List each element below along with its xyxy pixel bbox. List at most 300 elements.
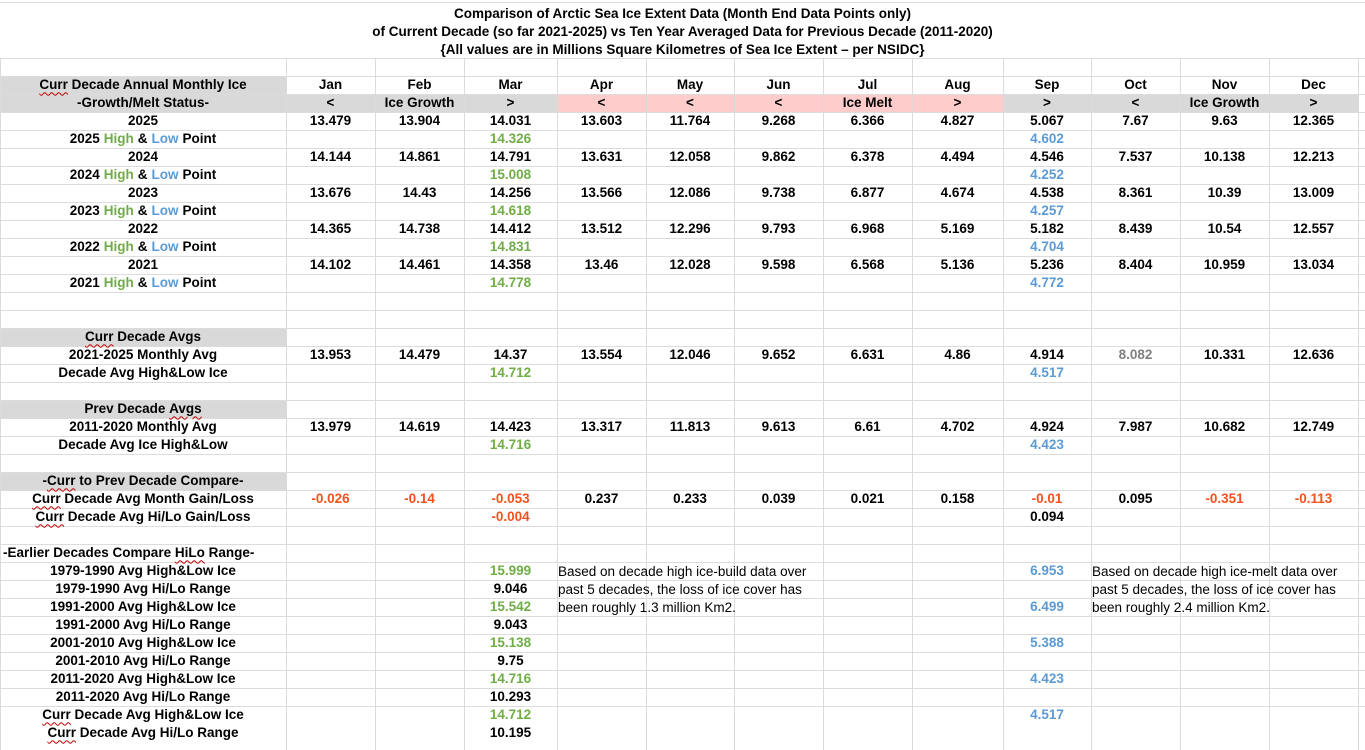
- value-2022-feb[interactable]: [375, 220, 464, 238]
- value-2022-nov-text: 10.54: [1207, 221, 1242, 237]
- value-2023-feb-text: 14.43: [402, 185, 437, 201]
- value-2023-nov[interactable]: [1180, 184, 1269, 202]
- month-header-oct[interactable]: [1091, 76, 1180, 94]
- value-2021-aug[interactable]: [912, 256, 1003, 274]
- value-2023-jan[interactable]: [286, 184, 375, 202]
- compare-month-label-text: Curr: [32, 491, 61, 507]
- prev-avg-aug-text: 4.702: [940, 419, 975, 435]
- high-point-2021[interactable]: [464, 274, 557, 292]
- earlier-high-text: 14.716: [489, 671, 532, 687]
- value-2022-oct[interactable]: [1091, 220, 1180, 238]
- value-2022-dec-text: 12.557: [1292, 221, 1335, 237]
- earlier-low[interactable]: [1003, 598, 1091, 616]
- value-2021-jul[interactable]: [823, 256, 912, 274]
- curr-decade-low[interactable]: [1003, 364, 1091, 382]
- value-2022-jun[interactable]: [734, 220, 823, 238]
- compare-jun[interactable]: [734, 490, 823, 508]
- value-2022-aug-text: 5.169: [940, 221, 975, 237]
- hilo-label-2022-text: Low: [151, 239, 179, 255]
- month-header-jan[interactable]: [286, 76, 375, 94]
- status-mar[interactable]: [464, 94, 557, 112]
- hilo-label-2025-text: 2025: [69, 131, 100, 147]
- value-2025-oct-text: 7.67: [1122, 113, 1149, 129]
- prev-decade-high-text: 14.716: [489, 437, 532, 453]
- month-header-may[interactable]: [646, 76, 734, 94]
- compare-apr[interactable]: [557, 490, 646, 508]
- value-2024-sep[interactable]: [1003, 148, 1091, 166]
- status-feb[interactable]: [375, 94, 464, 112]
- month-header-jul[interactable]: [823, 76, 912, 94]
- value-2024-may-text: 12.058: [669, 149, 711, 165]
- earlier-range[interactable]: [464, 580, 557, 598]
- value-2023-dec-text: 13.009: [1292, 185, 1335, 201]
- hilo-label-2021-text: Point: [182, 275, 217, 291]
- compare-hilo-label-text: Curr: [35, 509, 64, 525]
- value-2024-dec[interactable]: [1269, 148, 1358, 166]
- curr-avg-apr[interactable]: [557, 346, 646, 364]
- prev-decade-header-text: Prev Decade: [84, 401, 170, 417]
- compare-nov-text: -0.351: [1205, 491, 1244, 507]
- hilo-label-2024-text: High: [103, 167, 134, 183]
- prev-avg-apr[interactable]: [557, 418, 646, 436]
- value-2024-mar[interactable]: [464, 148, 557, 166]
- curr-decade-header-text: Decade Avgs: [113, 329, 202, 345]
- curr-avg-may-text: 12.046: [669, 347, 711, 363]
- prev-avg-aug[interactable]: [912, 418, 1003, 436]
- prev-avg-jun-text: 9.613: [761, 419, 796, 435]
- low-point-2021[interactable]: [1003, 274, 1091, 292]
- value-2024-may[interactable]: [646, 148, 734, 166]
- compare-sep-text: -0.01: [1031, 491, 1063, 507]
- compare-dec-text: -0.113: [1294, 491, 1333, 507]
- value-2023-jun-text: 9.738: [761, 185, 796, 201]
- value-2023-apr[interactable]: [557, 184, 646, 202]
- prev-avg-jul[interactable]: [823, 418, 912, 436]
- hilo-label-2021-text: Low: [151, 275, 179, 291]
- value-2021-nov[interactable]: [1180, 256, 1269, 274]
- status-jul[interactable]: [823, 94, 912, 112]
- curr-decade-high-text: 14.712: [489, 365, 532, 381]
- hilo-label-2024-text: &: [137, 167, 148, 183]
- compare-jan[interactable]: [286, 490, 375, 508]
- low-point-2025[interactable]: [1003, 130, 1091, 148]
- value-2024-nov[interactable]: [1180, 148, 1269, 166]
- compare-header[interactable]: [0, 472, 286, 490]
- status-jun-text: <: [774, 95, 783, 111]
- month-header-mar[interactable]: [464, 76, 557, 94]
- value-2022-mar-text: 14.412: [489, 221, 532, 237]
- curr-avg-aug-text: 4.86: [944, 347, 971, 363]
- earlier-row-label-text: Curr: [42, 707, 71, 723]
- value-2022-jul[interactable]: [823, 220, 912, 238]
- value-2021-feb-text: 14.461: [398, 257, 441, 273]
- hilo-label-2022[interactable]: [0, 238, 286, 256]
- earlier-range[interactable]: [464, 724, 557, 742]
- curr-decade-avg-label-text: 2021-2025 Monthly Avg: [68, 347, 218, 363]
- curr-decade-hilo-label-text: Decade Avg High&Low Ice: [58, 365, 228, 381]
- compare-header-text: Curr: [46, 473, 76, 489]
- prev-avg-jun[interactable]: [734, 418, 823, 436]
- compare-sep[interactable]: [1003, 490, 1091, 508]
- curr-decade-low-text: 4.517: [1030, 365, 1064, 381]
- value-2025-nov-text: 9.63: [1211, 113, 1238, 129]
- compare-mar-text: -0.053: [491, 491, 530, 507]
- hilo-label-2023[interactable]: [0, 202, 286, 220]
- earlier-high[interactable]: [464, 670, 557, 688]
- status-may-text: <: [686, 95, 694, 111]
- earlier-decades-header[interactable]: [0, 544, 286, 562]
- prev-avg-jan[interactable]: [286, 418, 375, 436]
- earlier-high[interactable]: [464, 598, 557, 616]
- high-point-2025-text: 14.326: [489, 131, 532, 147]
- high-point-2023[interactable]: [464, 202, 557, 220]
- prev-avg-dec[interactable]: [1269, 418, 1358, 436]
- value-2021-mar[interactable]: [464, 256, 557, 274]
- value-2021-oct[interactable]: [1091, 256, 1180, 274]
- earlier-row-label[interactable]: [0, 670, 286, 688]
- prev-avg-feb[interactable]: [375, 418, 464, 436]
- month-header-aug[interactable]: [912, 76, 1003, 94]
- prev-avg-may-text: 11.813: [669, 419, 711, 435]
- value-2022-jun-text: 9.793: [761, 221, 796, 237]
- value-2024-oct[interactable]: [1091, 148, 1180, 166]
- prev-avg-sep[interactable]: [1003, 418, 1091, 436]
- compare-aug[interactable]: [912, 490, 1003, 508]
- earlier-row-label-text: Decade Avg High&Low Ice: [70, 707, 244, 723]
- value-2023-may-text: 12.086: [669, 185, 711, 201]
- curr-decade-high[interactable]: [464, 364, 557, 382]
- value-2021-apr[interactable]: [557, 256, 646, 274]
- value-2022-jan-text: 14.365: [309, 221, 352, 237]
- value-2023-sep[interactable]: [1003, 184, 1091, 202]
- value-2025-jul[interactable]: [823, 112, 912, 130]
- compare-mar[interactable]: [464, 490, 557, 508]
- value-2025-jun-text: 9.268: [761, 113, 796, 129]
- value-2021-oct-text: 8.404: [1118, 257, 1153, 273]
- earlier-low-text: 6.953: [1030, 563, 1064, 579]
- month-header-dec[interactable]: [1269, 76, 1358, 94]
- compare-hilo-sep[interactable]: [1003, 508, 1091, 526]
- status-feb-text: Ice Growth: [384, 95, 455, 111]
- value-2021-nov-text: 10.959: [1203, 257, 1246, 273]
- value-2024-aug-text: 4.494: [940, 149, 975, 165]
- value-2022-dec[interactable]: [1269, 220, 1358, 238]
- prev-avg-may[interactable]: [646, 418, 734, 436]
- value-2021-sep[interactable]: [1003, 256, 1091, 274]
- month-header-jun[interactable]: [734, 76, 823, 94]
- value-2023-may[interactable]: [646, 184, 734, 202]
- prev-decade-avg-label[interactable]: [0, 418, 286, 436]
- value-2024-mar-text: 14.791: [489, 149, 532, 165]
- earlier-low[interactable]: [1003, 562, 1091, 580]
- value-2022-feb-text: 14.738: [398, 221, 441, 237]
- value-2022-apr-text: 13.512: [580, 221, 623, 237]
- prev-decade-low[interactable]: [1003, 436, 1091, 454]
- curr-avg-mar-text: 14.37: [493, 347, 528, 363]
- low-point-2025-text: 4.602: [1030, 131, 1064, 147]
- note-ice-build: past 5 decades, the loss of ice cover has: [558, 582, 802, 597]
- curr-avg-jul[interactable]: [823, 346, 912, 364]
- curr-avg-aug[interactable]: [912, 346, 1003, 364]
- status-jan-text: <: [326, 95, 335, 111]
- month-header-nov-text: Nov: [1211, 77, 1238, 93]
- value-2023-apr-text: 13.566: [580, 185, 623, 201]
- value-2024-jul[interactable]: [823, 148, 912, 166]
- earlier-high-text: 14.712: [489, 707, 532, 723]
- prev-decade-low-text: 4.423: [1030, 437, 1064, 453]
- prev-decade-avg-label-text: 2011-2020 Monthly Avg: [69, 419, 217, 435]
- value-2024-jun[interactable]: [734, 148, 823, 166]
- prev-avg-dec-text: 12.749: [1292, 419, 1335, 435]
- hilo-label-2025-text: Point: [182, 131, 217, 147]
- prev-avg-nov[interactable]: [1180, 418, 1269, 436]
- curr-decade-header[interactable]: [0, 328, 286, 346]
- curr-avg-may[interactable]: [646, 346, 734, 364]
- earlier-high-text: 15.138: [489, 635, 532, 651]
- curr-avg-nov[interactable]: [1180, 346, 1269, 364]
- curr-avg-oct[interactable]: [1091, 346, 1180, 364]
- earlier-low[interactable]: [1003, 670, 1091, 688]
- value-2023-jul[interactable]: [823, 184, 912, 202]
- hilo-label-2024-text: 2024: [69, 167, 100, 183]
- compare-hilo-mar[interactable]: [464, 508, 557, 526]
- status-jul-text: Ice Melt: [842, 95, 893, 111]
- year-label-2024-text: 2024: [127, 149, 159, 165]
- hilo-label-2025-text: Low: [151, 131, 179, 147]
- month-header-feb[interactable]: [375, 76, 464, 94]
- status-header-title-text: Curr: [39, 77, 68, 93]
- status-sep[interactable]: [1003, 94, 1091, 112]
- value-2024-apr-text: 13.631: [580, 149, 623, 165]
- value-2022-aug[interactable]: [912, 220, 1003, 238]
- year-label-2025[interactable]: [0, 112, 286, 130]
- value-2024-jan[interactable]: [286, 148, 375, 166]
- year-label-2021-text: 2021: [127, 257, 159, 273]
- value-2021-jun-text: 9.598: [761, 257, 796, 273]
- curr-decade-header-text: Curr: [84, 329, 114, 345]
- value-2024-aug[interactable]: [912, 148, 1003, 166]
- value-2021-dec-text: 13.034: [1292, 257, 1335, 273]
- month-header-mar-text: Mar: [498, 77, 523, 93]
- value-2024-feb[interactable]: [375, 148, 464, 166]
- value-2022-apr[interactable]: [557, 220, 646, 238]
- compare-feb[interactable]: [375, 490, 464, 508]
- compare-hilo-label[interactable]: [0, 508, 286, 526]
- status-jan[interactable]: [286, 94, 375, 112]
- value-2021-apr-text: 13.46: [584, 257, 619, 273]
- low-point-2023[interactable]: [1003, 202, 1091, 220]
- prev-avg-mar[interactable]: [464, 418, 557, 436]
- low-point-2022[interactable]: [1003, 238, 1091, 256]
- month-header-nov[interactable]: [1180, 76, 1269, 94]
- year-label-2024[interactable]: [0, 148, 286, 166]
- low-point-2024[interactable]: [1003, 166, 1091, 184]
- curr-avg-mar[interactable]: [464, 346, 557, 364]
- high-point-2024-text: 15.008: [489, 167, 532, 183]
- earlier-range-text: 9.75: [497, 653, 524, 669]
- curr-avg-jun[interactable]: [734, 346, 823, 364]
- earlier-range[interactable]: [464, 652, 557, 670]
- month-header-apr[interactable]: [557, 76, 646, 94]
- value-2021-dec[interactable]: [1269, 256, 1358, 274]
- value-2023-feb[interactable]: [375, 184, 464, 202]
- earlier-decades-header-text: HiLo: [174, 545, 205, 561]
- compare-oct[interactable]: [1091, 490, 1180, 508]
- value-2022-may[interactable]: [646, 220, 734, 238]
- prev-avg-nov-text: 10.682: [1203, 419, 1246, 435]
- earlier-row-label[interactable]: [0, 598, 286, 616]
- prev-avg-oct[interactable]: [1091, 418, 1180, 436]
- month-header-feb-text: Feb: [407, 77, 432, 93]
- value-2023-oct[interactable]: [1091, 184, 1180, 202]
- title-line-1: Comparison of Arctic Sea Ice Extent Data (Month End Data Points only): [453, 6, 912, 21]
- curr-avg-dec[interactable]: [1269, 346, 1358, 364]
- high-point-2024[interactable]: [464, 166, 557, 184]
- prev-avg-jul-text: 6.61: [854, 419, 881, 435]
- earlier-row-label[interactable]: [0, 724, 286, 742]
- status-header-subtitle[interactable]: [0, 94, 286, 112]
- high-point-2025[interactable]: [464, 130, 557, 148]
- value-2024-sep-text: 4.546: [1030, 149, 1064, 165]
- earlier-row-label[interactable]: [0, 580, 286, 598]
- compare-nov[interactable]: [1180, 490, 1269, 508]
- earlier-low[interactable]: [1003, 706, 1091, 724]
- value-2021-mar-text: 14.358: [489, 257, 532, 273]
- value-2021-jul-text: 6.568: [850, 257, 885, 273]
- status-nov[interactable]: [1180, 94, 1269, 112]
- month-header-oct-text: Oct: [1124, 77, 1147, 93]
- status-dec[interactable]: [1269, 94, 1358, 112]
- high-point-2022[interactable]: [464, 238, 557, 256]
- earlier-row-label[interactable]: [0, 706, 286, 724]
- value-2025-aug[interactable]: [912, 112, 1003, 130]
- value-2025-nov[interactable]: [1180, 112, 1269, 130]
- value-2025-apr[interactable]: [557, 112, 646, 130]
- value-2025-sep[interactable]: [1003, 112, 1091, 130]
- value-2021-may[interactable]: [646, 256, 734, 274]
- hilo-label-2022-text: Point: [182, 239, 217, 255]
- value-2022-nov[interactable]: [1180, 220, 1269, 238]
- status-header-title[interactable]: [0, 76, 286, 94]
- earlier-row-label[interactable]: [0, 562, 286, 580]
- curr-avg-sep-text: 4.914: [1030, 347, 1064, 363]
- curr-avg-sep[interactable]: [1003, 346, 1091, 364]
- value-2025-jan[interactable]: [286, 112, 375, 130]
- prev-decade-hilo-label[interactable]: [0, 436, 286, 454]
- compare-dec[interactable]: [1269, 490, 1358, 508]
- status-may[interactable]: [646, 94, 734, 112]
- month-header-dec-text: Dec: [1301, 77, 1326, 93]
- value-2024-jun-text: 9.862: [761, 149, 796, 165]
- status-oct[interactable]: [1091, 94, 1180, 112]
- status-sep-text: >: [1043, 95, 1051, 111]
- value-2021-jan[interactable]: [286, 256, 375, 274]
- earlier-range[interactable]: [464, 616, 557, 634]
- earlier-high[interactable]: [464, 634, 557, 652]
- value-2021-feb[interactable]: [375, 256, 464, 274]
- value-2025-may[interactable]: [646, 112, 734, 130]
- status-aug[interactable]: [912, 94, 1003, 112]
- curr-avg-feb[interactable]: [375, 346, 464, 364]
- value-2023-mar[interactable]: [464, 184, 557, 202]
- value-2023-jan-text: 13.676: [309, 185, 352, 201]
- year-label-2022[interactable]: [0, 220, 286, 238]
- compare-apr-text: 0.237: [584, 491, 619, 507]
- earlier-row-label[interactable]: [0, 688, 286, 706]
- value-2023-aug-text: 4.674: [940, 185, 975, 201]
- value-2025-mar[interactable]: [464, 112, 557, 130]
- earlier-low-text: 4.423: [1030, 671, 1064, 687]
- prev-decade-high[interactable]: [464, 436, 557, 454]
- curr-decade-hilo-label[interactable]: [0, 364, 286, 382]
- status-apr[interactable]: [557, 94, 646, 112]
- hilo-label-2025[interactable]: [0, 130, 286, 148]
- hilo-label-2023-text: &: [137, 203, 148, 219]
- value-2022-jul-text: 6.968: [850, 221, 885, 237]
- curr-avg-jan[interactable]: [286, 346, 375, 364]
- prev-decade-header-text: Avgs: [169, 401, 202, 417]
- value-2025-dec[interactable]: [1269, 112, 1358, 130]
- value-2024-apr[interactable]: [557, 148, 646, 166]
- prev-avg-sep-text: 4.924: [1030, 419, 1064, 435]
- value-2023-dec[interactable]: [1269, 184, 1358, 202]
- earlier-low[interactable]: [1003, 634, 1091, 652]
- value-2025-may-text: 11.764: [669, 113, 711, 129]
- low-point-2021-text: 4.772: [1030, 275, 1064, 291]
- earlier-row-label-text: 1991-2000 Avg Hi/Lo Range: [55, 617, 231, 633]
- earlier-row-label[interactable]: [0, 652, 286, 670]
- compare-month-label[interactable]: [0, 490, 286, 508]
- value-2025-feb[interactable]: [375, 112, 464, 130]
- curr-decade-avg-label[interactable]: [0, 346, 286, 364]
- value-2022-sep[interactable]: [1003, 220, 1091, 238]
- hilo-label-2022-text: &: [137, 239, 148, 255]
- value-2021-jan-text: 14.102: [309, 257, 352, 273]
- earlier-range-text: 9.046: [493, 581, 528, 597]
- prev-decade-header[interactable]: [0, 400, 286, 418]
- status-jun[interactable]: [734, 94, 823, 112]
- value-2025-oct[interactable]: [1091, 112, 1180, 130]
- earlier-low-text: 6.499: [1030, 599, 1064, 615]
- hilo-label-2024[interactable]: [0, 166, 286, 184]
- value-2023-aug[interactable]: [912, 184, 1003, 202]
- value-2023-jun[interactable]: [734, 184, 823, 202]
- earlier-high-text: 15.999: [489, 563, 532, 579]
- earlier-range-text: 10.195: [489, 725, 532, 741]
- value-2021-jun[interactable]: [734, 256, 823, 274]
- year-label-2025-text: 2025: [127, 113, 159, 129]
- value-2025-jun[interactable]: [734, 112, 823, 130]
- value-2022-mar[interactable]: [464, 220, 557, 238]
- hilo-label-2022-text: High: [103, 239, 134, 255]
- month-header-sep[interactable]: [1003, 76, 1091, 94]
- year-label-2021[interactable]: [0, 256, 286, 274]
- hilo-label-2021[interactable]: [0, 274, 286, 292]
- year-label-2023[interactable]: [0, 184, 286, 202]
- earlier-row-label[interactable]: [0, 634, 286, 652]
- earlier-high[interactable]: [464, 562, 557, 580]
- earlier-range[interactable]: [464, 688, 557, 706]
- earlier-high[interactable]: [464, 706, 557, 724]
- value-2025-dec-text: 12.365: [1292, 113, 1335, 129]
- earlier-row-label[interactable]: [0, 616, 286, 634]
- value-2022-jan[interactable]: [286, 220, 375, 238]
- note-ice-melt: Based on decade high ice-melt data over: [1092, 564, 1338, 579]
- compare-jul[interactable]: [823, 490, 912, 508]
- hilo-label-2023-text: Low: [151, 203, 179, 219]
- compare-may[interactable]: [646, 490, 734, 508]
- low-point-2023-text: 4.257: [1030, 203, 1064, 219]
